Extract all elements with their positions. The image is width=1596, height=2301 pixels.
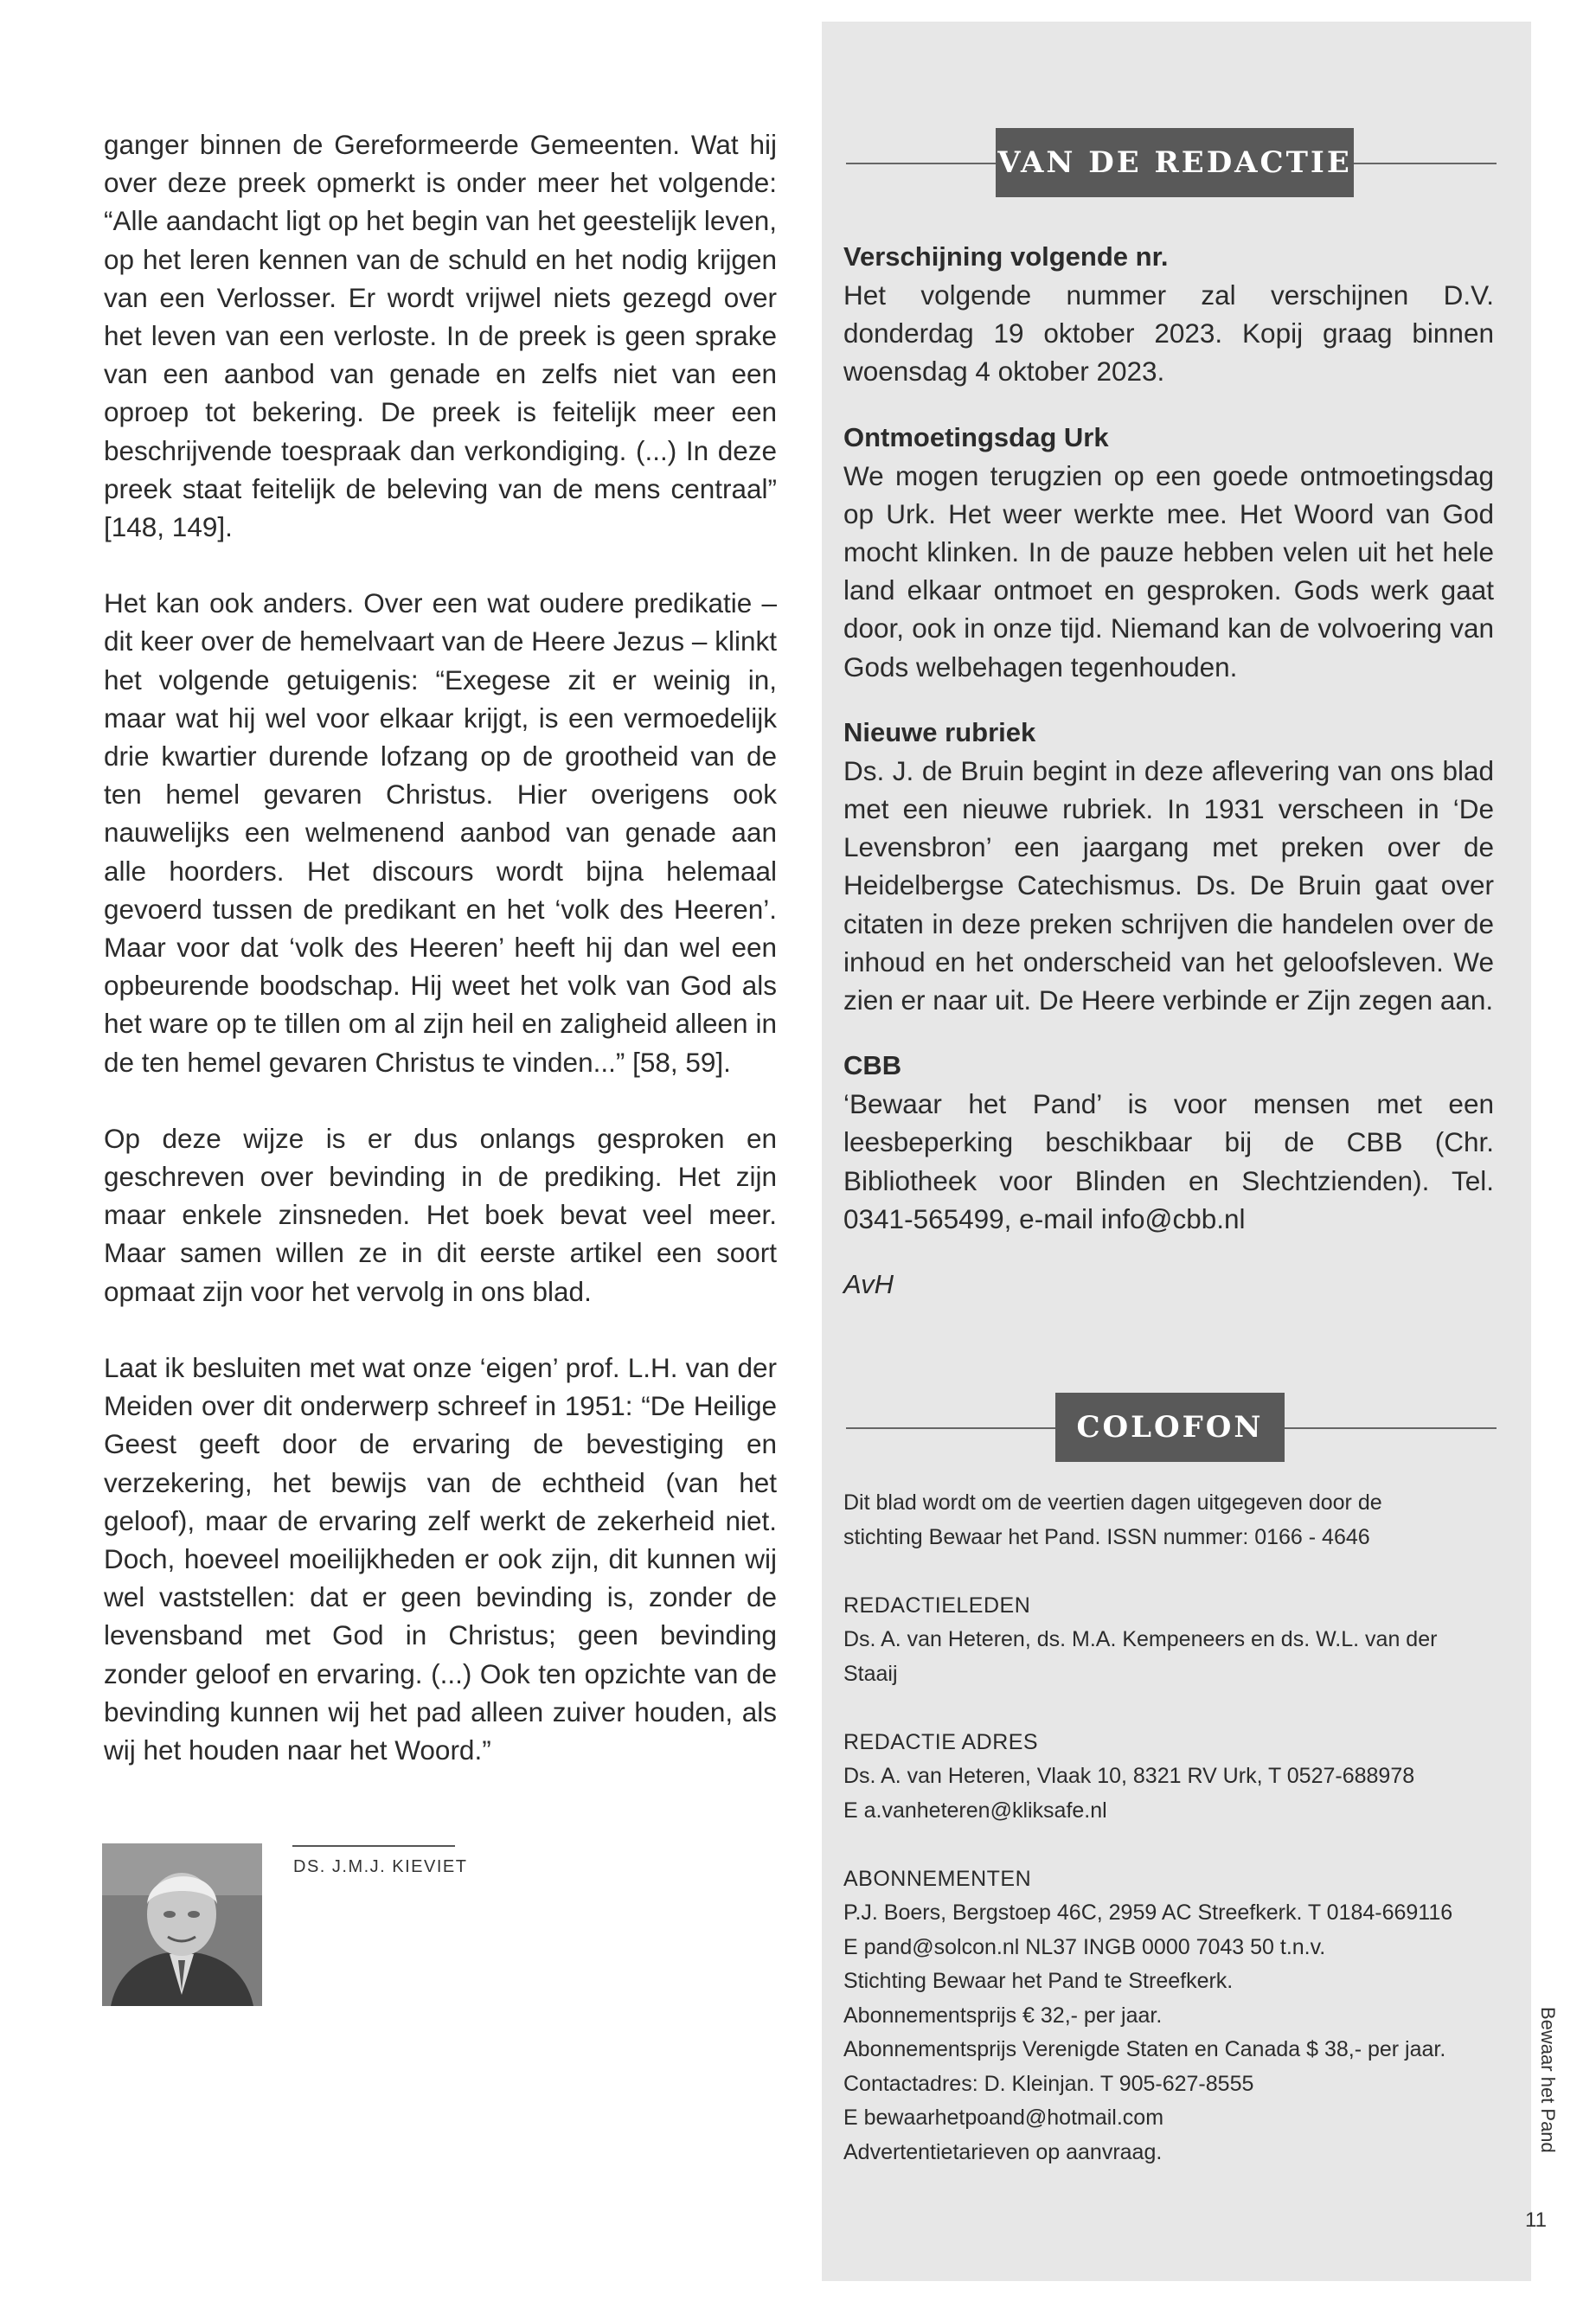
- author-name: DS. J.M.J. KIEVIET: [293, 1857, 468, 1876]
- abonnementen-heading: ABONNEMENTEN: [843, 1866, 1032, 1891]
- abonnementen-line: Advertentietarieven op aanvraag.: [843, 2139, 1163, 2164]
- colofon-intro-line: Dit blad wordt om de veertien dagen uitgegeven door de: [843, 1490, 1382, 1515]
- article-paragraph-1: ganger binnen de Gereformeerde Gemeenten. Wat hij over deze preek opmerkt is onder meer het volgende: “Alle aandacht ligt op het begin van het geestelijk leven, op het leren kennen van de schuld en het nodig krijgen van een Verlosser. Er wordt vrijwel niets gezegd over het leven van een verloste. In de preek is geen sprake van een aanbod van genade en zelfs niet van een oproep tot bekering. De preek is feitelijk meer een beschrijvende toespraak dan verkondiging. (...) In deze preek staat feitelijk de beleving van de mens centraal” [148, 149].: [104, 129, 777, 543]
- abonnementen-line: Abonnementsprijs Verenigde Staten en Canada $ 38,- per jaar.: [843, 2037, 1446, 2061]
- redactieleden-line: Staaij: [843, 1661, 898, 1686]
- abonnementen-line: Contactadres: D. Kleinjan. T 905-627-8555: [843, 2071, 1254, 2096]
- adres-heading: REDACTIE ADRES: [843, 1729, 1039, 1754]
- abonnementen-line: Abonnementsprijs € 32,- per jaar.: [843, 2003, 1163, 2028]
- sidebar: [822, 22, 1531, 2281]
- redactie-content: [843, 238, 1494, 1304]
- article-column: [104, 125, 777, 1807]
- abonnementen-line: E pand@solcon.nl NL37 INGB 0000 7043 50 t.n.v.: [843, 1934, 1326, 1959]
- redactie-item: [843, 419, 1494, 686]
- colofon-header: [846, 1393, 1497, 1462]
- page-number: 11: [1525, 2208, 1547, 2232]
- article-paragraph-3: Op deze wijze is er dus onlangs gesproken en geschreven over bevinding in de prediking. Het zijn maar enkele zinsneden. Het boek bevat veel meer. Maar samen willen ze in dit eerste artikel een soort opmaat zijn voor het vervolg in ons blad.: [104, 1122, 777, 1307]
- redactie-signature: AvH: [843, 1269, 894, 1300]
- redactie-item-text: We mogen terugzien op een goede ontmoetingsdag op Urk. Het weer werkte mee. Het Woord van God mocht klinken. In de pauze hebben velen uit het hele land elkaar ontmoet en gesproken. Gods werk gaat door, ook in onze tijd. Niemand kan de volvoering van Gods welbehagen tegenhouden.: [843, 459, 1494, 683]
- redactie-item-heading: Nieuwe rubriek: [843, 716, 1036, 747]
- abonnementen-line: P.J. Boers, Bergstoep 46C, 2959 AC Streefkerk. T 0184-669116: [843, 1900, 1453, 1925]
- adres-email: E a.vanheteren@kliksafe.nl: [843, 1798, 1107, 1823]
- author-photo: [102, 1843, 262, 2006]
- redactie-item-text: ‘Bewaar het Pand’ is voor mensen met een leesbeperking beschikbaar bij de CBB (Chr. Bibliotheek voor Blinden en Slechtzienden). Tel. 0341-565499, e-mail info@cbb.nl: [843, 1088, 1494, 1234]
- author-block: [102, 1843, 777, 2008]
- author-portrait-image: [102, 1843, 262, 2006]
- redactie-item: [843, 1047, 1494, 1238]
- magazine-name-vertical: Bewaar het Pand: [1537, 2007, 1559, 2153]
- redactie-item-heading: Ontmoetingsdag Urk: [843, 421, 1109, 452]
- adres-line: Ds. A. van Heteren, Vlaak 10, 8321 RV Urk, T 0527-688978: [843, 1764, 1415, 1788]
- redactie-item-heading: CBB: [843, 1050, 902, 1081]
- colofon-intro-line: stichting Bewaar het Pand. ISSN nummer: 0166 - 4646: [843, 1524, 1370, 1549]
- redactie-item-text: Het volgende nummer zal verschijnen D.V. donderdag 19 oktober 2023. Kopij graag binnen woensdag 4 oktober 2023.: [843, 279, 1494, 388]
- redactieleden-heading: REDACTIELEDEN: [843, 1593, 1031, 1618]
- author-divider: [292, 1845, 455, 1847]
- article-paragraph-4: Laat ik besluiten met wat onze ‘eigen’ prof. L.H. van der Meiden over dit onderwerp schreef in 1951: “De Heilige Geest geeft door de ervaring de bevestiging en verzekering, het bewijs van de echtheid (van het geloof), maar de ervaring zelf werkt de zekerheid niet. Doch, hoeveel moeilijkheden er ook zijn, dit kunnen wij wel vaststellen: dat er geen bevinding is, zonder de levensband met God in Christus; geen bevinding zonder geloof en ervaring. (...) Ook ten opzichte van de bevinding kunnen wij het pad alleen zuiver houden, als wij het houden naar het Woord.”: [104, 1351, 777, 1766]
- colofon-title: COLOFON: [1055, 1393, 1285, 1462]
- redactie-header: [846, 128, 1497, 197]
- abonnementen-line: E bewaarhetpoand@hotmail.com: [843, 2106, 1164, 2130]
- redactie-item-heading: Verschijning volgende nr.: [843, 241, 1169, 272]
- redactieleden-line: Ds. A. van Heteren, ds. M.A. Kempeneers en ds. W.L. van der: [843, 1627, 1438, 1651]
- redactie-item-text: Ds. J. de Bruin begint in deze aflevering van ons blad met een nieuwe rubriek. In 1931 verscheen in ‘De Levensbron’ een jaargang met preken over de Heidelbergse Catechismus. Ds. De Bruin gaat over citaten in deze preken schrijven die handelen over de inhoud en het onderscheid van het geloofsleven. We zien er naar uit. De Heere verbinde er Zijn zegen aan.: [843, 754, 1494, 1016]
- colofon-content: [843, 1486, 1494, 2170]
- redactie-title: VAN DE REDACTIE: [996, 128, 1354, 197]
- redactie-item: [843, 714, 1494, 1019]
- redactie-item: [843, 238, 1494, 391]
- abonnementen-line: Stichting Bewaar het Pand te Streefkerk.: [843, 1969, 1234, 1993]
- article-paragraph-2: Het kan ook anders. Over een wat oudere predikatie – dit keer over de hemelvaart van de Heere Jezus – klinkt het volgende getuigenis: “Exegese zit er weinig in, maar wat hij wel voor elkaar krijgt, is een vermoedelijk drie kwartier durende lofzang op de grootheid van de ten hemel gevaren Christus. Hier overigens ook nauwelijks een welmenend aanbod van genade aan alle hoorders. Het discours wordt bijna helemaal gevoerd tussen de predikant en het ‘volk des Heeren’. Maar voor dat ‘volk des Heeren’ heeft hij dan wel een opbeurende boodschap. Hij weet het volk van God als het ware op te tillen om al zijn heil en zaligheid alleen in de ten hemel gevaren Christus te vinden...” [58, 59].: [104, 587, 777, 1078]
